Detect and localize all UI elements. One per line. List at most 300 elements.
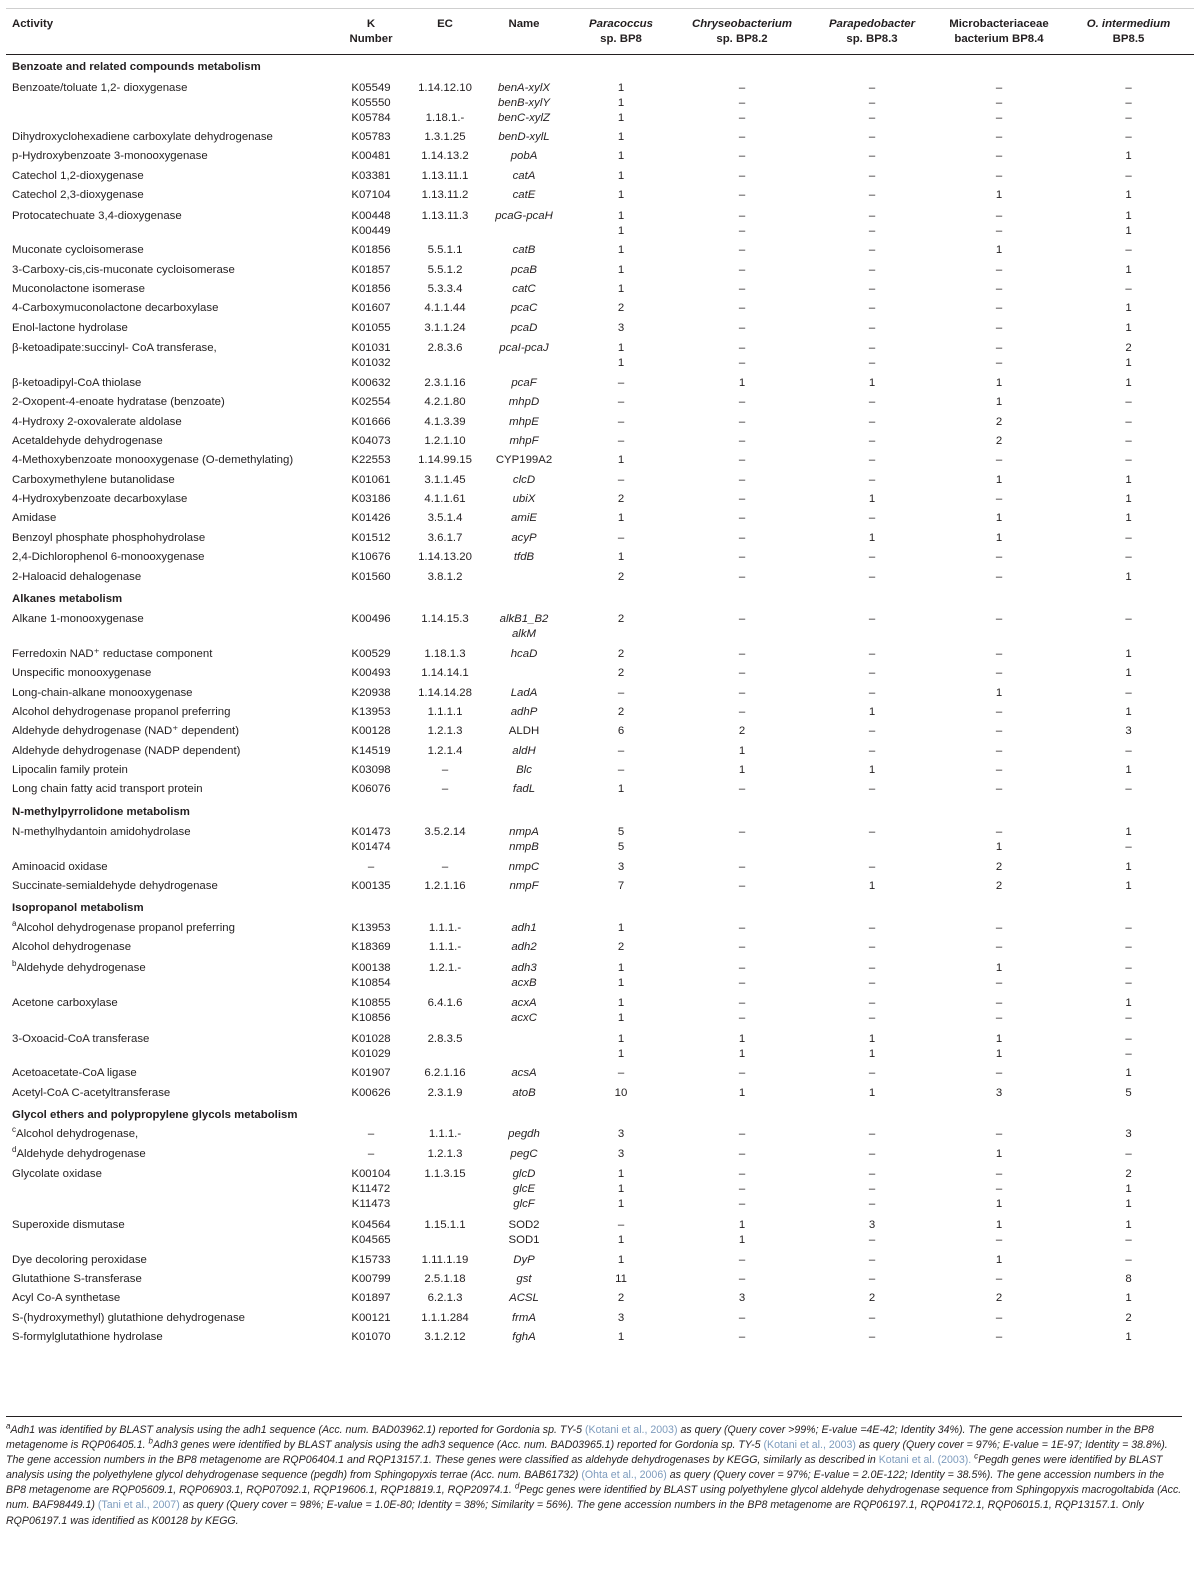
chryseobacterium-cell: 1 [738,744,746,757]
o-intermedium-cell: 1 [1125,150,1132,163]
microbacteriaceae-cell: – [995,131,1003,144]
k-number-cell: K00104 K11472 K11473 [351,1168,391,1211]
parapedobacter-cell: – [868,1311,876,1324]
ec-cell: 1.2.1.- [428,961,462,974]
activity-cell [6,1084,333,1103]
o-intermedium-cell: 3 [1125,1128,1132,1141]
activity-cell [6,319,333,338]
o-intermedium-cell: – [1125,613,1132,626]
chryseobacterium-cell: – [738,493,746,506]
activity-cell [6,471,333,490]
section-title: Isopropanol metabolism [12,902,144,915]
table-row [6,1289,1194,1308]
chryseobacterium-cell: 3 [738,1292,746,1305]
activity-cell [6,609,333,645]
paracoccus-cell: 1 1 1 [617,1168,625,1211]
reference-link[interactable]: (Tani et al., 2007) [97,1499,180,1512]
o-intermedium-cell: 1 [1125,860,1132,873]
o-intermedium-cell: – – [1125,961,1132,989]
ec-cell: 1.13.11.1 [421,169,469,182]
activity-cell [6,393,333,412]
ec-cell: 1.18.1.3 [424,647,466,660]
table-row [6,1250,1194,1269]
activity-label: 3-Carboxy-cis,cis-muconate cycloisomerase [12,263,235,276]
activity-cell [6,938,333,957]
activity-cell [6,280,333,299]
activity-cell [6,1250,333,1269]
microbacteriaceae-cell: – [995,764,1003,777]
o-intermedium-cell: 1 [1125,880,1132,893]
microbacteriaceae-cell: 1 [995,189,1003,202]
activity-label: 4-Methoxybenzoate monooxygenase (O-demethylating) [12,454,294,467]
table-row [6,548,1194,567]
parapedobacter-cell: – [868,826,876,839]
chryseobacterium-cell: – [738,1272,746,1285]
reference-link[interactable]: (Kotani et al., 2003) [763,1439,856,1452]
gene-name-cell: glcD glcE glcF [512,1168,536,1211]
table-body [6,55,1194,1348]
k-number-cell: K10855 K10856 [351,997,391,1025]
k-number-cell: K22553 [351,454,391,467]
paracoccus-cell: 3 [617,1128,625,1141]
microbacteriaceae-cell: – [995,725,1003,738]
ec-cell: 1.14.14.1 [421,667,469,680]
table-row [6,471,1194,490]
microbacteriaceae-cell: 1 1 [995,1033,1003,1061]
k-number-cell: K00135 [351,880,391,893]
table-row [6,451,1194,470]
activity-label: Acyl Co-A synthetase [12,1292,121,1305]
chryseobacterium-cell: – [738,1331,746,1343]
parapedobacter-cell: – [868,686,876,699]
gene-name-cell: mhpD [508,396,540,409]
table-row [6,393,1194,412]
chryseobacterium-cell: – [738,613,746,626]
microbacteriaceae-cell: – [995,283,1003,295]
activity-label: 4-Carboxymuconolactone decarboxylase [12,302,219,315]
paracoccus-cell: 1 [617,189,625,202]
ec-cell: 5.5.1.2 [427,263,463,276]
ec-cell: – [441,860,449,873]
gene-name-cell: tfdB [513,551,535,564]
ec-cell: 2.3.1.9 [427,1086,463,1099]
table-row [6,490,1194,509]
k-number-cell: K01856 [351,283,391,295]
activity-cell [6,742,333,761]
activity-label: Alcohol dehydrogenase propanol preferring [12,705,231,718]
header-name: Name [481,9,567,55]
parapedobacter-cell: – [868,473,876,486]
chryseobacterium-cell: – [738,321,746,334]
parapedobacter-cell: – – [868,209,876,237]
ec-cell: 4.1.3.39 [424,415,466,428]
ec-cell: 4.2.1.80 [424,396,466,409]
table-row [6,167,1194,186]
gene-name-cell: mhpE [509,415,539,428]
k-number-cell: K01666 [351,415,391,428]
microbacteriaceae-cell: – [995,1272,1003,1285]
chryseobacterium-cell: – [738,1311,746,1324]
activity-cell [6,374,333,393]
activity-cell [6,722,333,741]
activity-cell [6,1145,333,1164]
ec-cell: 1.1.1.- [428,1128,462,1141]
parapedobacter-cell: – [868,189,876,202]
microbacteriaceae-cell: – [995,169,1003,182]
table-row [6,877,1194,896]
activity-cell [6,128,333,147]
table-row [6,1270,1194,1289]
ec-cell: 2.8.3.5 [427,1033,463,1046]
o-intermedium-cell: 1 [1125,1067,1132,1080]
table-row [6,1084,1194,1103]
o-intermedium-cell: – [1125,131,1132,144]
ec-cell: 3.5.2.14 [424,826,466,839]
microbacteriaceae-cell: – [995,551,1003,564]
ec-cell: 3.1.2.12 [424,1331,466,1343]
chryseobacterium-cell: – – – [738,1168,746,1211]
k-number-cell: K01061 [351,473,391,486]
chryseobacterium-cell: – [738,473,746,486]
paracoccus-cell: 1 [617,263,625,276]
paracoccus-cell: 1 [617,454,625,467]
activity-cell [6,567,333,586]
activity-label: Alcohol dehydrogenase, [16,1128,139,1141]
microbacteriaceae-cell: 1 [995,512,1003,525]
activity-label: Glutathione S-transferase [12,1272,142,1285]
table-row [6,374,1194,393]
table-row [6,280,1194,299]
chryseobacterium-cell: – [738,921,746,934]
activity-label: 4-Hydroxy 2-oxovalerate aldolase [12,415,182,428]
activity-cell [6,683,333,702]
activity-label: Benzoyl phosphate phosphohydrolase [12,531,206,544]
activity-cell [6,147,333,166]
activity-cell [6,664,333,683]
ec-cell: 2.3.1.16 [424,376,466,389]
parapedobacter-cell: 1 [868,880,876,893]
ec-cell: 1.3.1.25 [424,131,466,144]
paracoccus-cell: – [617,744,625,757]
k-number-cell: K04073 [351,434,391,447]
gene-name-cell: amiE [511,512,537,525]
microbacteriaceae-cell: 2 [995,1292,1003,1305]
o-intermedium-cell: 3 [1125,725,1132,738]
o-intermedium-cell: – [1125,396,1132,409]
activity-cell [6,1064,333,1083]
gene-name-cell: pegC [510,1147,538,1160]
activity-cell [6,167,333,186]
microbacteriaceae-cell: – [995,1311,1003,1324]
paracoccus-cell: 1 [617,921,625,934]
k-number-cell: K03186 [351,493,391,506]
activity-label: Alcohol dehydrogenase propanol preferring [16,921,235,934]
o-intermedium-cell: 1 [1125,376,1132,389]
parapedobacter-cell: – [868,941,876,953]
paracoccus-cell: 1 [617,1253,625,1266]
reference-link[interactable]: Kotani et al. (2003). [878,1454,972,1467]
microbacteriaceae-cell: – [995,263,1003,276]
parapedobacter-cell: 1 [868,1086,876,1099]
chryseobacterium-cell: – – [738,342,746,370]
table-row [6,742,1194,761]
paracoccus-cell: 6 [617,725,625,738]
paracoccus-cell: – [617,531,625,544]
ec-cell: – [441,783,449,796]
parapedobacter-cell: – [868,1272,876,1285]
activity-label: Long-chain-alkane monooxygenase [12,686,193,699]
k-number-cell: K04564 K04565 [351,1219,391,1247]
header-chryseobacterium: Chryseobacterium sp. BP8.2 [675,9,809,55]
paracoccus-cell: – [617,434,625,447]
ec-cell: 1.14.99.15 [418,454,472,467]
activity-label: β-ketoadipyl-CoA thiolase [12,376,142,389]
k-number-cell: – [367,860,375,873]
parapedobacter-cell: 1 [868,531,876,544]
activity-label: Succinate-semialdehyde dehydrogenase [12,880,218,893]
paracoccus-cell: 1 1 [617,209,625,237]
o-intermedium-cell: 1 [1125,764,1132,777]
table-row [6,761,1194,780]
k-number-cell: K02554 [351,396,391,409]
ec-cell: 1.1.1.284 [421,1311,469,1324]
parapedobacter-cell: 1 [868,705,876,718]
paracoccus-cell: – [617,376,625,389]
table-row [6,567,1194,586]
microbacteriaceae-cell: – – [995,342,1003,370]
o-intermedium-cell: 2 1 1 [1125,1168,1132,1211]
gene-name-cell: catB [512,244,536,257]
gene-name-cell: mhpF [509,434,539,447]
chryseobacterium-cell: – – [738,961,746,989]
gene-name-cell: DyP [513,1253,535,1266]
chryseobacterium-cell: – [738,1128,746,1141]
activity-label: 2-Haloacid dehalogenase [12,570,142,583]
parapedobacter-cell: – [868,415,876,428]
activity-cell [6,299,333,318]
k-number-cell: K01512 [351,531,391,544]
ec-cell: 3.6.1.7 [427,531,463,544]
k-number-cell: K13953 [351,705,391,718]
table-row [6,509,1194,528]
header-microbacteriaceae: Microbacteriaceae bacterium BP8.4 [935,9,1063,55]
ec-cell: 3.8.1.2 [427,570,463,583]
o-intermedium-cell: 8 [1125,1272,1132,1285]
microbacteriaceae-cell: – [995,613,1003,626]
activity-cell [6,509,333,528]
k-number-cell: K01070 [351,1331,391,1343]
parapedobacter-cell: – [868,263,876,276]
table-row [6,260,1194,279]
paracoccus-cell: – [617,396,625,409]
paracoccus-cell: 1 [617,512,625,525]
activity-label: Aldehyde dehydrogenase (NAD⁺ dependent) [12,725,240,738]
activity-label: Acetoacetate-CoA ligase [12,1067,137,1080]
k-number-cell: K00448 K00449 [351,209,391,237]
microbacteriaceae-cell: – [995,744,1003,757]
microbacteriaceae-cell: 1 [995,1147,1003,1160]
activity-cell [6,761,333,780]
activity-label: Catechol 1,2-dioxygenase [12,169,144,182]
table-header [6,9,1194,55]
parapedobacter-cell: – [868,647,876,660]
microbacteriaceae-cell: – 1 [995,826,1003,854]
paracoccus-cell: 1 1 [617,1033,625,1061]
microbacteriaceae-cell: 1 – [995,1219,1003,1247]
table-row [6,822,1194,858]
k-number-cell: K13953 [351,921,391,934]
parapedobacter-cell: – [868,744,876,757]
k-number-cell: – [367,1147,375,1160]
reference-link[interactable]: (Kotani et al., 2003) [585,1424,678,1436]
parapedobacter-cell: 1 [868,376,876,389]
table-row [6,1308,1194,1327]
gene-name-cell: benA-xylX benB-xylY benC-xylZ [498,81,550,124]
activity-label: Aldehyde dehydrogenase (NADP dependent) [12,744,241,757]
activity-cell [6,918,333,937]
o-intermedium-cell: 1 [1125,189,1132,202]
ec-cell: 1.2.1.3 [427,1147,463,1160]
paracoccus-cell: – [617,415,625,428]
chryseobacterium-cell: – [738,705,746,718]
o-intermedium-cell: – – – [1125,81,1132,124]
chryseobacterium-cell: – [738,860,746,873]
microbacteriaceae-cell: – [995,1128,1003,1141]
table-row [6,1215,1194,1251]
paracoccus-cell: 11 [615,1272,627,1285]
k-number-cell: K14519 [351,744,391,757]
ec-cell: 5.3.3.4 [427,283,463,295]
chryseobacterium-cell: – [738,551,746,564]
k-number-cell: K01031 K01032 [351,342,391,370]
gene-name-cell: pcaG-pcaH [495,209,553,222]
o-intermedium-cell: 1 [1125,570,1132,583]
activity-cell [6,529,333,548]
o-intermedium-cell: – [1125,283,1132,295]
ec-cell: 1.1.1.- [428,941,462,953]
paracoccus-cell: 2 [617,1292,625,1305]
parapedobacter-cell: – [868,302,876,315]
footnote-marker: c [12,1125,16,1135]
paracoccus-cell: 3 [617,1147,625,1160]
microbacteriaceae-cell: – [995,667,1003,680]
table-row [6,957,1194,993]
parapedobacter-cell: – [868,860,876,873]
chryseobacterium-cell: – [738,150,746,163]
chryseobacterium-cell: – [738,512,746,525]
gene-name-cell: gst [516,1272,532,1285]
gene-name-cell: pobA [510,150,538,163]
k-number-cell: K05549 K05550 K05784 [351,81,391,124]
table-row [6,1029,1194,1065]
ec-cell: 3.1.1.24 [424,321,466,334]
table-row [6,858,1194,877]
gene-name-cell: nmpC [508,860,540,873]
o-intermedium-cell: 1 [1125,705,1132,718]
activity-label: 2-Oxopent-4-enoate hydratase (benzoate) [12,396,225,409]
chryseobacterium-cell: – [738,189,746,202]
activity-cell [6,548,333,567]
parapedobacter-cell: – [868,783,876,796]
parapedobacter-cell: – [868,169,876,182]
activity-cell [6,703,333,722]
k-number-cell: K01856 [351,244,391,257]
gene-table [6,8,1194,1347]
section-title: Alkanes metabolism [12,592,123,605]
paracoccus-cell: – [617,686,625,699]
table-row [6,128,1194,147]
gene-name-cell: adh2 [511,941,537,953]
paracoccus-cell: 1 [617,283,625,295]
k-number-cell: K00799 [351,1272,391,1285]
o-intermedium-cell: 1 [1125,321,1132,334]
gene-name-cell: alkB1_B2 alkM [499,613,549,641]
parapedobacter-cell: – [868,1067,876,1080]
activity-label: 3-Oxoacid-CoA transferase [12,1033,150,1046]
chryseobacterium-cell: – [738,244,746,257]
microbacteriaceae-cell: – – [995,997,1003,1025]
microbacteriaceae-cell: – [995,493,1003,506]
k-number-cell: K01426 [351,512,391,525]
ec-cell: 3.1.1.45 [424,473,466,486]
table-row [6,780,1194,799]
header-paracoccus: Paracoccus sp. BP8 [567,9,675,55]
chryseobacterium-cell: 1 [738,376,746,389]
paracoccus-cell: – [617,764,625,777]
o-intermedium-cell: 1 [1125,473,1132,486]
chryseobacterium-cell: – [738,941,746,953]
ec-cell: 1.2.1.16 [424,880,466,893]
table-row [6,319,1194,338]
parapedobacter-cell: – [868,1147,876,1160]
o-intermedium-cell: 2 1 [1125,342,1132,370]
activity-label: Muconate cycloisomerase [12,244,144,257]
parapedobacter-cell: – [868,1331,876,1343]
chryseobacterium-cell: – [738,531,746,544]
gene-name-cell: nmpA nmpB [509,826,539,854]
table-row [6,529,1194,548]
k-number-cell: K15733 [351,1253,391,1266]
activity-cell [6,822,333,858]
table-row [6,1125,1194,1144]
table-row [6,1064,1194,1083]
o-intermedium-cell: 2 [1125,1311,1132,1324]
activity-cell [6,260,333,279]
paracoccus-cell: 2 [617,941,625,953]
o-intermedium-cell: 1 [1125,667,1132,680]
o-intermedium-cell: 1 1 [1125,209,1132,237]
ec-cell: 6.2.1.3 [427,1292,463,1305]
k-number-cell: K00496 [351,613,391,626]
chryseobacterium-cell: – [738,647,746,660]
microbacteriaceae-cell: 1 [995,686,1003,699]
activity-label: Acetaldehyde dehydrogenase [12,434,163,447]
o-intermedium-cell: – [1125,244,1132,257]
reference-link[interactable]: (Ohta et al., 2006) [581,1469,667,1482]
ec-cell: 1.1.1.- [428,921,462,934]
paracoccus-cell: 2 [617,705,625,718]
activity-cell [6,338,333,374]
chryseobacterium-cell: – [738,880,746,893]
chryseobacterium-cell: – [738,302,746,315]
o-intermedium-cell: 1 – [1125,997,1132,1025]
activity-label: Aldehyde dehydrogenase [16,1147,146,1160]
k-number-cell: K00481 [351,150,391,163]
k-number-cell: K01560 [351,570,391,583]
header-k-number: K Number [333,9,409,55]
ec-cell: 1.2.1.10 [424,434,466,447]
microbacteriaceae-cell: – – [995,209,1003,237]
